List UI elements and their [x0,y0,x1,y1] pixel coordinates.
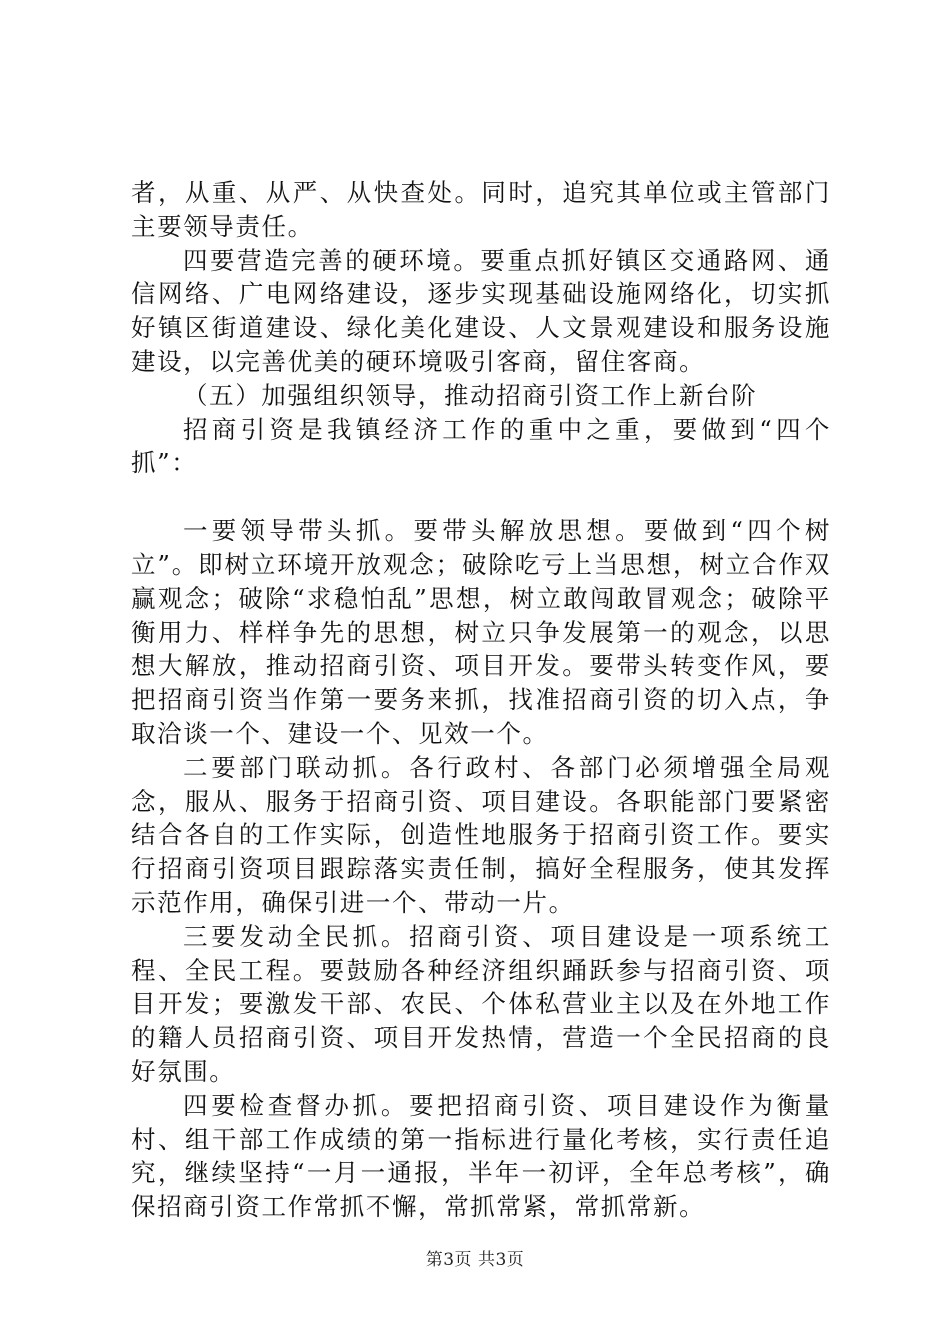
paragraph-leadership: 一要领导带头抓。要带头解放思想。要做到“四个树立”。即树立环境开放观念；破除吃亏上当思想，树立合作双赢观念；破除“求稳怕乱”思想，树立敢闯敢冒观念；破除平衡用力、样样争先的思想，树立只争发展第一的观念，以思想大解放，推动招商引资、项目开发。要带头转变作风，要把招商引资当作第一要务来抓，找准招商引资的切入点，争取洽谈一个、建设一个、见效一个。 [131,516,831,748]
section-heading: （五）加强组织领导，推动招商引资工作上新台阶 [183,380,758,410]
paragraph-continuation: 者，从重、从严、从快查处。同时，追究其单位或主管部门主要领导责任。 [131,178,831,241]
paragraph-hard-environment: 四要营造完善的硬环境。要重点抓好镇区交通路网、通信网络、广电网络建设，逐步实现基础设施网络化，切实抓好镇区街道建设、绿化美化建设、人文景观建设和服务设施建设，以完善优美的硬环境吸引客商，留住客商。 [131,245,831,376]
paragraph-all-people: 三要发动全民抓。招商引资、项目建设是一项系统工程、全民工程。要鼓励各种经济组织踊跃参与招商引资、项目开发；要激发干部、农民、个体私营业主以及在外地工作的籍人员招商引资、项目开发热情，营造一个全民招商的良好氛围。 [131,921,831,1086]
paragraph-departments: 二要部门联动抓。各行政村、各部门必须增强全局观念，服从、服务于招商引资、项目建设。各职能部门要紧密结合各自的工作实际，创造性地服务于招商引资工作。要实行招商引资项目跟踪落实责任制，搞好全程服务，使其发挥示范作用，确保引进一个、带动一片。 [131,752,831,917]
page-number-footer: 第3页 共3页 [425,1250,525,1270]
paragraph-four-grasps-intro: 招商引资是我镇经济工作的重中之重，要做到“四个抓”： [131,414,831,478]
paragraph-supervision: 四要检查督办抓。要把招商引资、项目建设作为衡量村、组干部工作成绩的第一指标进行量化考核，实行责任追究，继续坚持“一月一通报，半年一初评，全年总考核”，确保招商引资工作常抓不懈，常抓常紧，常抓常新。 [131,1090,831,1222]
document-body [131,176,831,1224]
blank-line [131,480,831,514]
